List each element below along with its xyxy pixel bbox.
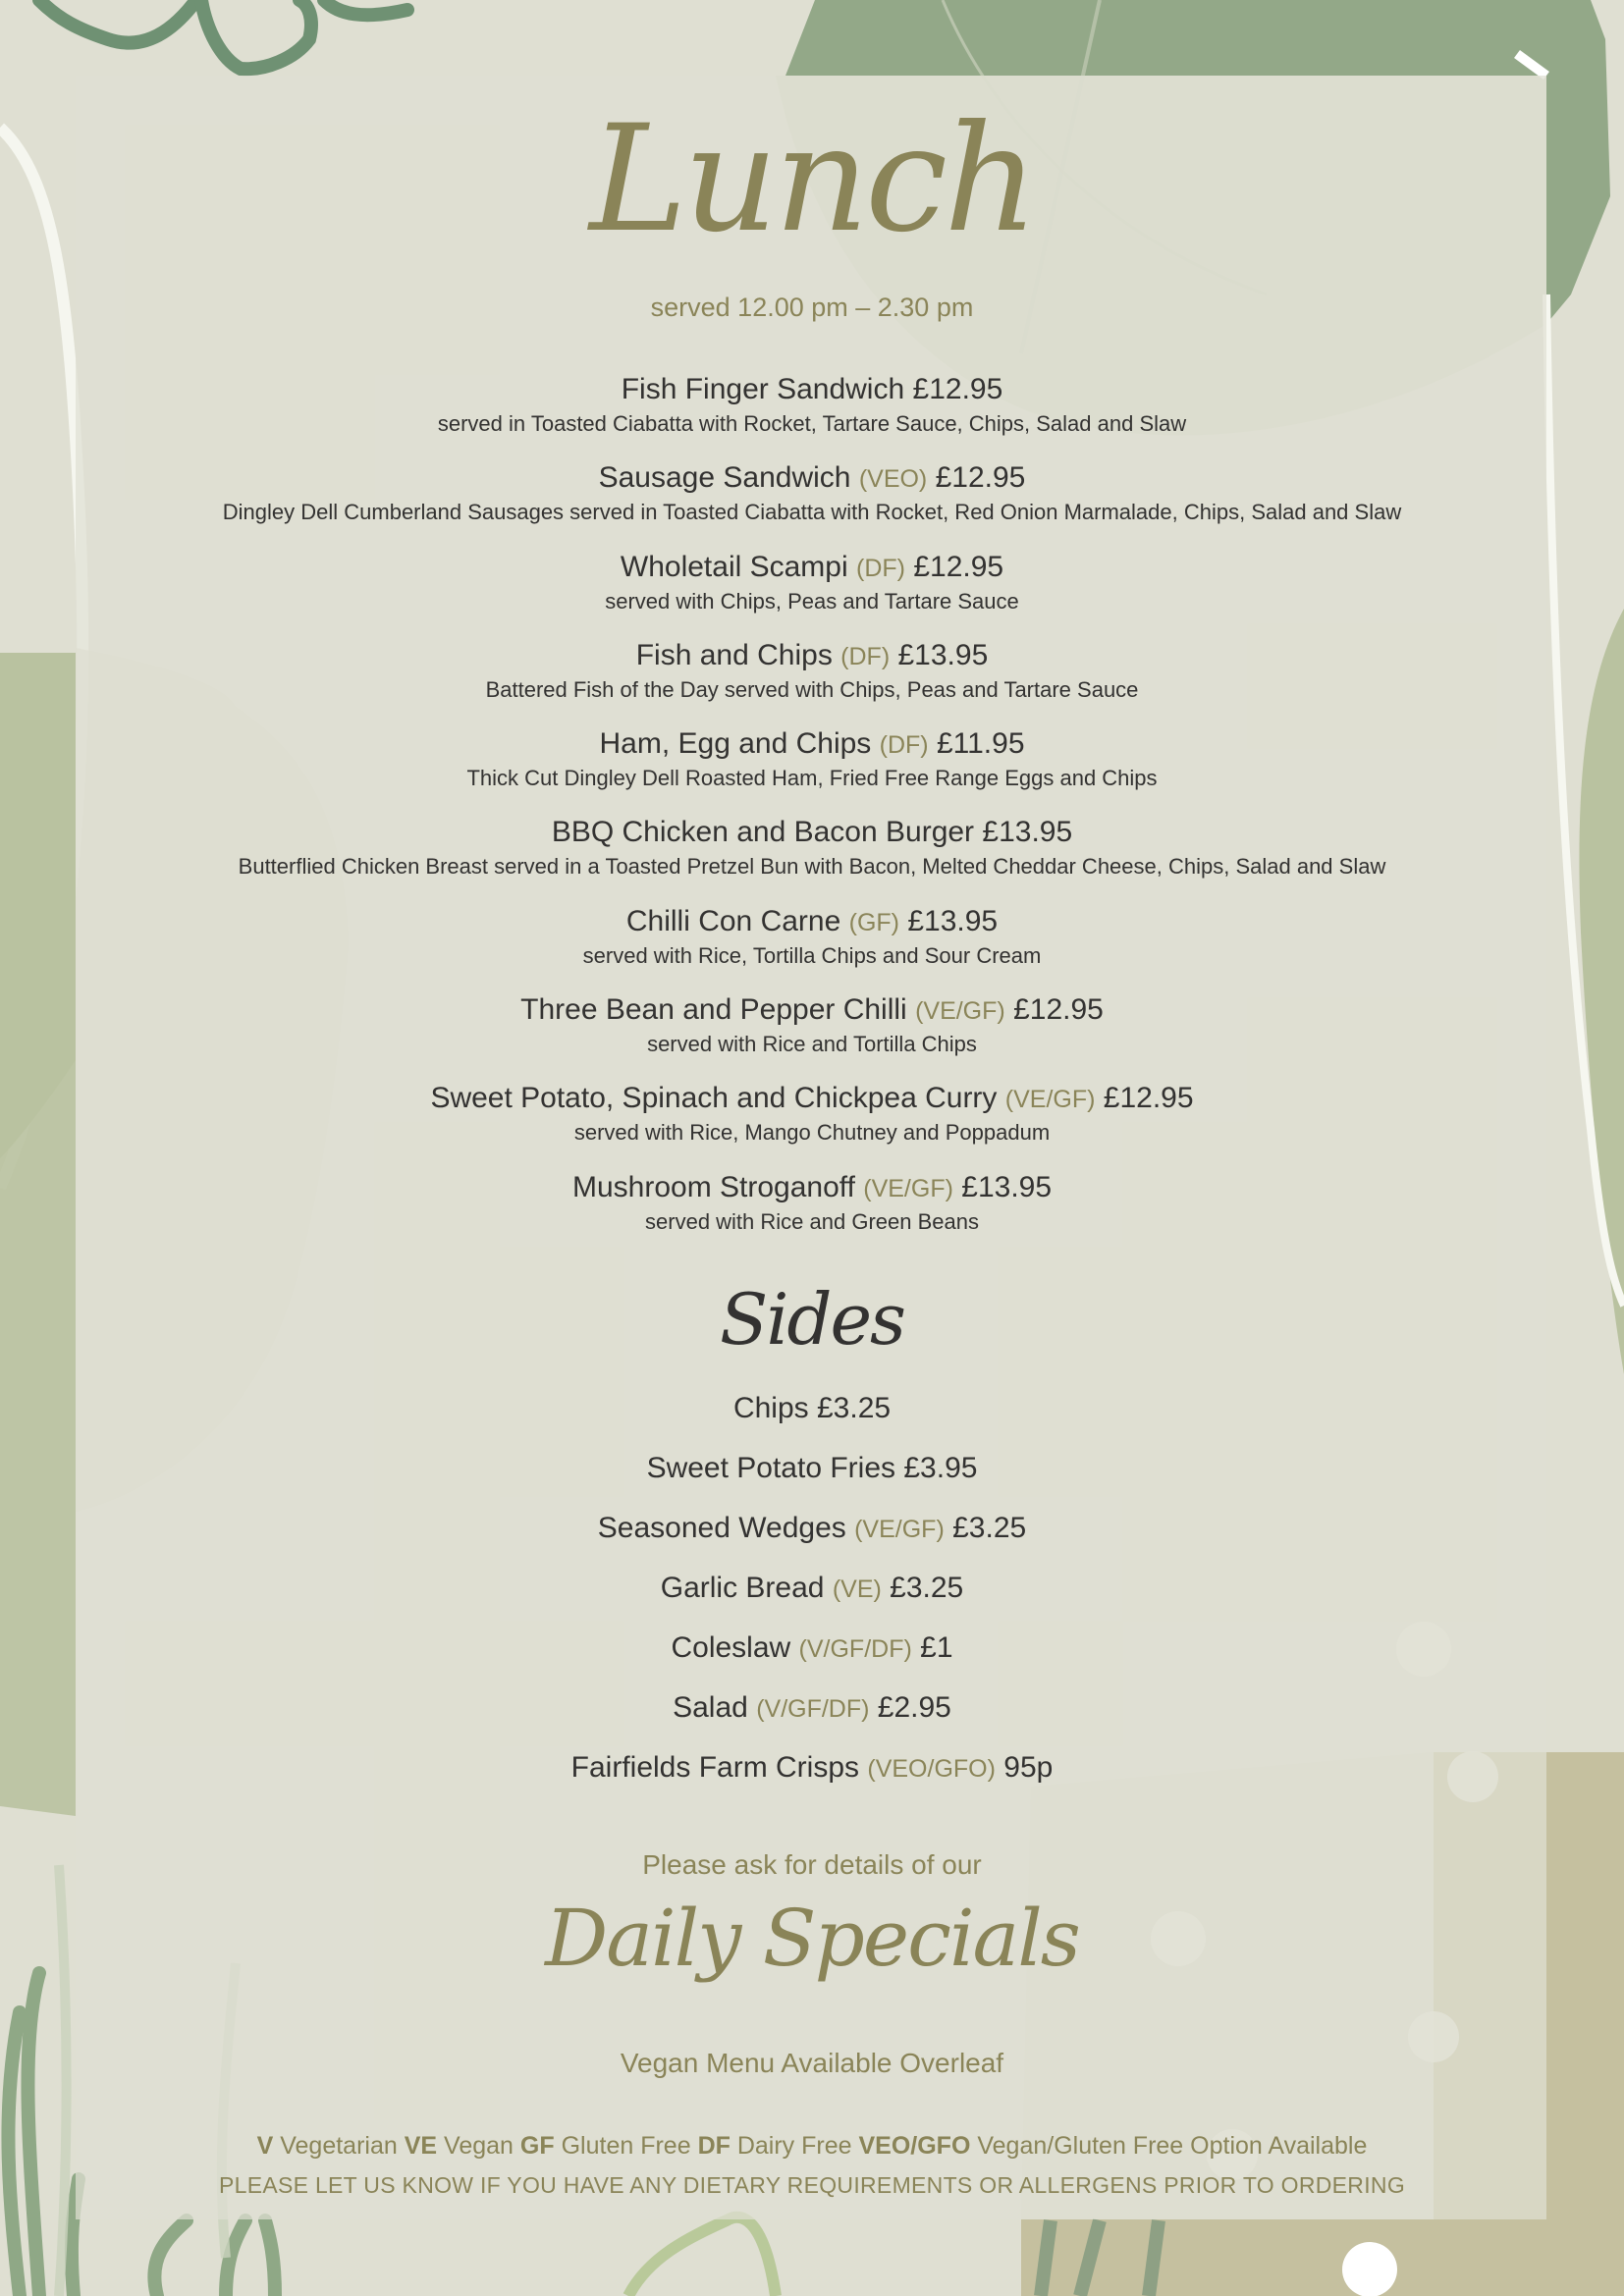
item-price: £11.95 <box>936 727 1025 761</box>
page-title: Lunch <box>589 94 1035 265</box>
dietary-tag: (DF) <box>840 642 891 670</box>
legend-meaning: Dairy Free <box>736 2132 852 2160</box>
item-name: BBQ Chicken and Bacon Burger <box>551 816 975 849</box>
dietary-tag: (DF) <box>879 731 929 760</box>
dietary-legend <box>0 2128 1624 2163</box>
item-description: served with Rice and Green Beans <box>645 1208 979 1234</box>
dietary-tag: (VE) <box>832 1575 882 1603</box>
vegan-menu-note: Vegan Menu Available Overleaf <box>620 2048 1004 2078</box>
side-item <box>0 1389 1624 1449</box>
item-price: £12.95 <box>1013 993 1104 1027</box>
item-name: Mushroom Stroganoff <box>571 1170 855 1203</box>
outline-flower-icon <box>39 0 407 69</box>
item-name: Fish and Chips <box>635 638 833 671</box>
specials-prompt: Please ask for details of our <box>642 1849 982 1880</box>
side-name: Fairfields Farm Crisps <box>570 1751 860 1784</box>
side-price: £3.95 <box>903 1452 978 1484</box>
menu-item <box>0 813 1624 901</box>
dietary-tag: (V/GF/DF) <box>756 1695 870 1723</box>
side-name: Garlic Bread <box>660 1572 825 1604</box>
dietary-tag: (VE/GF) <box>863 1174 953 1202</box>
item-name: Chilli Con Carne <box>625 904 841 937</box>
side-item <box>0 1569 1624 1629</box>
menu-item <box>0 902 1624 990</box>
item-description: Thick Cut Dingley Dell Roasted Ham, Fried Free Range Eggs and Chips <box>466 766 1158 791</box>
sides-heading: Sides <box>720 1278 904 1361</box>
side-item <box>0 1629 1624 1688</box>
dietary-tag: (VEO/GFO) <box>867 1755 996 1783</box>
item-price: £12.95 <box>913 550 1004 583</box>
dietary-tag: (GF) <box>848 908 900 936</box>
item-name: Three Bean and Pepper Chilli <box>520 993 907 1027</box>
side-price: 95p <box>1003 1751 1054 1784</box>
legend-meaning: Vegan <box>444 2132 514 2160</box>
legend-meaning: Gluten Free <box>561 2132 691 2160</box>
legend-code: V <box>256 2132 274 2160</box>
legend-meaning: Vegetarian <box>280 2132 398 2160</box>
side-item <box>0 1509 1624 1569</box>
side-name: Coleslaw <box>671 1631 791 1664</box>
side-price: £3.25 <box>952 1512 1027 1544</box>
item-name: Fish Finger Sandwich <box>621 373 905 405</box>
item-description: served with Chips, Peas and Tartare Sauce <box>605 588 1019 614</box>
side-price: £2.95 <box>877 1691 951 1724</box>
legend-code: VE <box>404 2132 438 2160</box>
item-price: £13.95 <box>907 904 999 937</box>
dietary-tag: (VE/GF) <box>915 997 1005 1026</box>
dietary-tag: (V/GF/DF) <box>798 1635 912 1663</box>
menu-item <box>0 458 1624 547</box>
mains-list <box>0 370 1624 1256</box>
legend-code: VEO/GFO <box>858 2132 971 2160</box>
side-name: Chips <box>732 1392 809 1424</box>
side-price: £1 <box>920 1631 953 1664</box>
menu-item <box>0 636 1624 724</box>
item-name: Sweet Potato, Spinach and Chickpea Curry <box>430 1082 998 1115</box>
sides-list <box>0 1389 1624 1808</box>
item-name: Wholetail Scampi <box>620 550 848 583</box>
item-description: served with Rice, Tortilla Chips and Sour Cream <box>582 942 1042 968</box>
item-price: £12.95 <box>1103 1082 1194 1115</box>
dietary-tag: (VE/GF) <box>1004 1086 1096 1114</box>
side-name: Sweet Potato Fries <box>646 1452 896 1484</box>
item-name: Ham, Egg and Chips <box>599 727 872 761</box>
item-name: Sausage Sandwich <box>598 461 851 495</box>
serving-hours: served 12.00 pm – 2.30 pm <box>650 293 974 322</box>
item-price: £12.95 <box>935 461 1026 495</box>
item-description: Dingley Dell Cumberland Sausages served in Toasted Ciabatta with Rocket, Red Onion Marmalade, Chips, Salad and Slaw <box>222 500 1402 525</box>
item-price: £13.95 <box>961 1170 1053 1203</box>
item-description: Battered Fish of the Day served with Chips, Peas and Tartare Sauce <box>485 676 1139 702</box>
dietary-tag: (DF) <box>856 554 905 582</box>
item-description: served with Rice and Tortilla Chips <box>647 1032 977 1057</box>
dietary-tag: (VEO) <box>858 465 928 494</box>
side-name: Salad <box>673 1691 748 1724</box>
item-price: £13.95 <box>982 816 1073 849</box>
side-price: £3.25 <box>816 1392 892 1424</box>
menu-item <box>0 548 1624 636</box>
side-item <box>0 1688 1624 1748</box>
item-price: £13.95 <box>897 638 989 671</box>
item-description: Butterflied Chicken Breast served in a Toasted Pretzel Bun with Bacon, Melted Cheddar Cheese, Chips, Salad and Slaw <box>238 854 1386 880</box>
allergen-notice: PLEASE LET US KNOW IF YOU HAVE ANY DIETARY REQUIREMENTS OR ALLERGENS PRIOR TO ORDERING <box>218 2172 1406 2198</box>
side-price: £3.25 <box>890 1572 964 1604</box>
menu-item <box>0 990 1624 1079</box>
side-item <box>0 1748 1624 1808</box>
item-price: £12.95 <box>912 373 1003 405</box>
legend-meaning: Vegan/Gluten Free Option Available <box>977 2132 1368 2160</box>
menu-item <box>0 1079 1624 1167</box>
menu-item <box>0 1168 1624 1256</box>
item-description: served in Toasted Ciabatta with Rocket, Tartare Sauce, Chips, Salad and Slaw <box>437 411 1187 436</box>
legend-code: GF <box>519 2132 555 2160</box>
daily-specials-heading: Daily Specials <box>545 1893 1079 1984</box>
item-description: served with Rice, Mango Chutney and Poppadum <box>573 1120 1051 1146</box>
legend-code: DF <box>697 2132 731 2160</box>
side-item <box>0 1449 1624 1509</box>
side-name: Seasoned Wedges <box>597 1512 846 1544</box>
menu-item <box>0 724 1624 813</box>
menu-item <box>0 370 1624 458</box>
dietary-tag: (VE/GF) <box>854 1516 945 1543</box>
